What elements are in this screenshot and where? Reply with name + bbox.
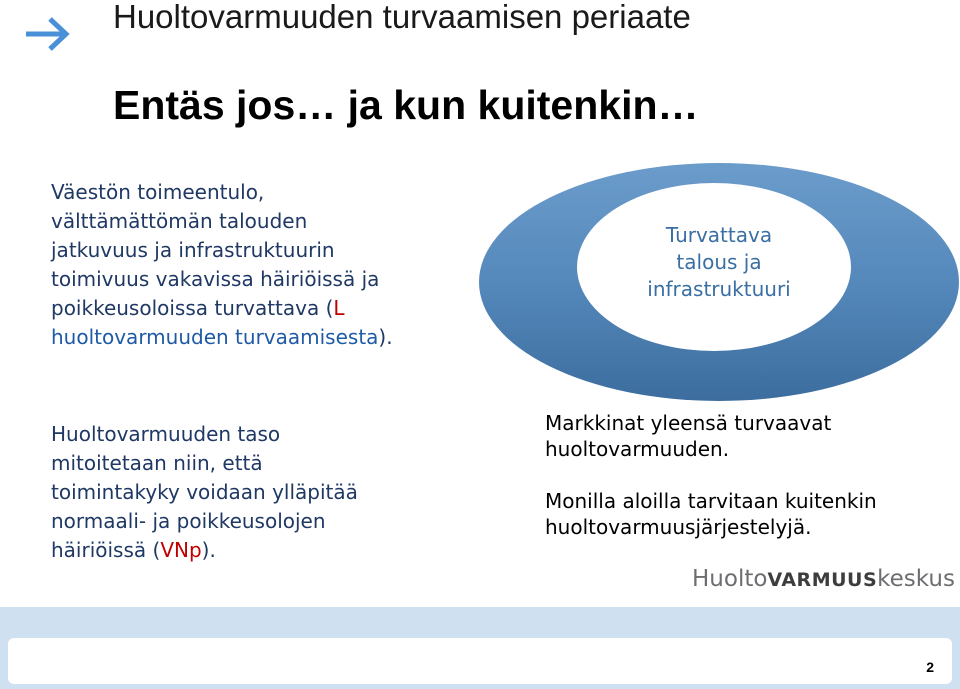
text-line xyxy=(51,294,393,323)
law-abbreviation: L xyxy=(333,296,345,320)
text-line: välttämättömän talouden xyxy=(51,209,308,233)
footer-box xyxy=(8,638,952,684)
right-paragraph xyxy=(545,410,877,540)
secured-economy-ellipse xyxy=(478,162,960,402)
text-fragment: ). xyxy=(378,325,393,349)
text-line: mitoitetaan niin, että xyxy=(51,451,263,475)
text-fragment: häiriöissä ( xyxy=(51,538,161,562)
huoltovarmuuskeskus-logo xyxy=(692,566,955,592)
page-title: Huoltovarmuuden turvaamisen periaate xyxy=(113,0,691,35)
text-line: normaali- ja poikkeusolojen xyxy=(51,509,326,533)
text-line: Huoltovarmuuden taso xyxy=(51,422,281,446)
page-number: 2 xyxy=(926,659,934,675)
text-fragment: ). xyxy=(201,538,216,562)
text-line: huoltovarmuuden. xyxy=(545,437,730,461)
text-line: Markkinat yleensä turvaavat xyxy=(545,411,832,435)
paragraph-gap xyxy=(545,462,877,488)
logo-part: keskus xyxy=(877,566,955,592)
text-line: toimivuus vakavissa häiriöissä ja xyxy=(51,267,380,291)
arrow-right-icon xyxy=(22,14,72,54)
law-link[interactable]: huoltovarmuuden turvaamisesta xyxy=(51,325,379,349)
ellipse-label-line: talous ja xyxy=(676,250,762,274)
text-line: jatkuvuus ja infrastruktuurin xyxy=(51,238,335,262)
text-line: Väestön toimeentulo, xyxy=(51,180,265,204)
ellipse-label-line: infrastruktuuri xyxy=(647,277,791,301)
text-line xyxy=(51,323,393,352)
ellipse-label-line: Turvattava xyxy=(665,223,773,247)
text-line xyxy=(51,536,358,565)
text-line: huoltovarmuusjärjestelyjä. xyxy=(545,515,812,539)
left-bottom-paragraph xyxy=(51,420,358,565)
left-top-paragraph xyxy=(51,178,393,352)
ellipse-label xyxy=(478,222,960,303)
text-line: Monilla aloilla tarvitaan kuitenkin xyxy=(545,489,877,513)
text-fragment: poikkeusoloissa turvattava ( xyxy=(51,296,334,320)
logo-part: Huolto xyxy=(692,566,768,592)
decree-abbreviation: VNp xyxy=(160,538,202,562)
text-line: toimintakyky voidaan ylläpitää xyxy=(51,480,358,504)
logo-part: VARMUUS xyxy=(767,569,878,591)
slide-subtitle: Entäs jos… ja kun kuitenkin… xyxy=(113,82,699,128)
